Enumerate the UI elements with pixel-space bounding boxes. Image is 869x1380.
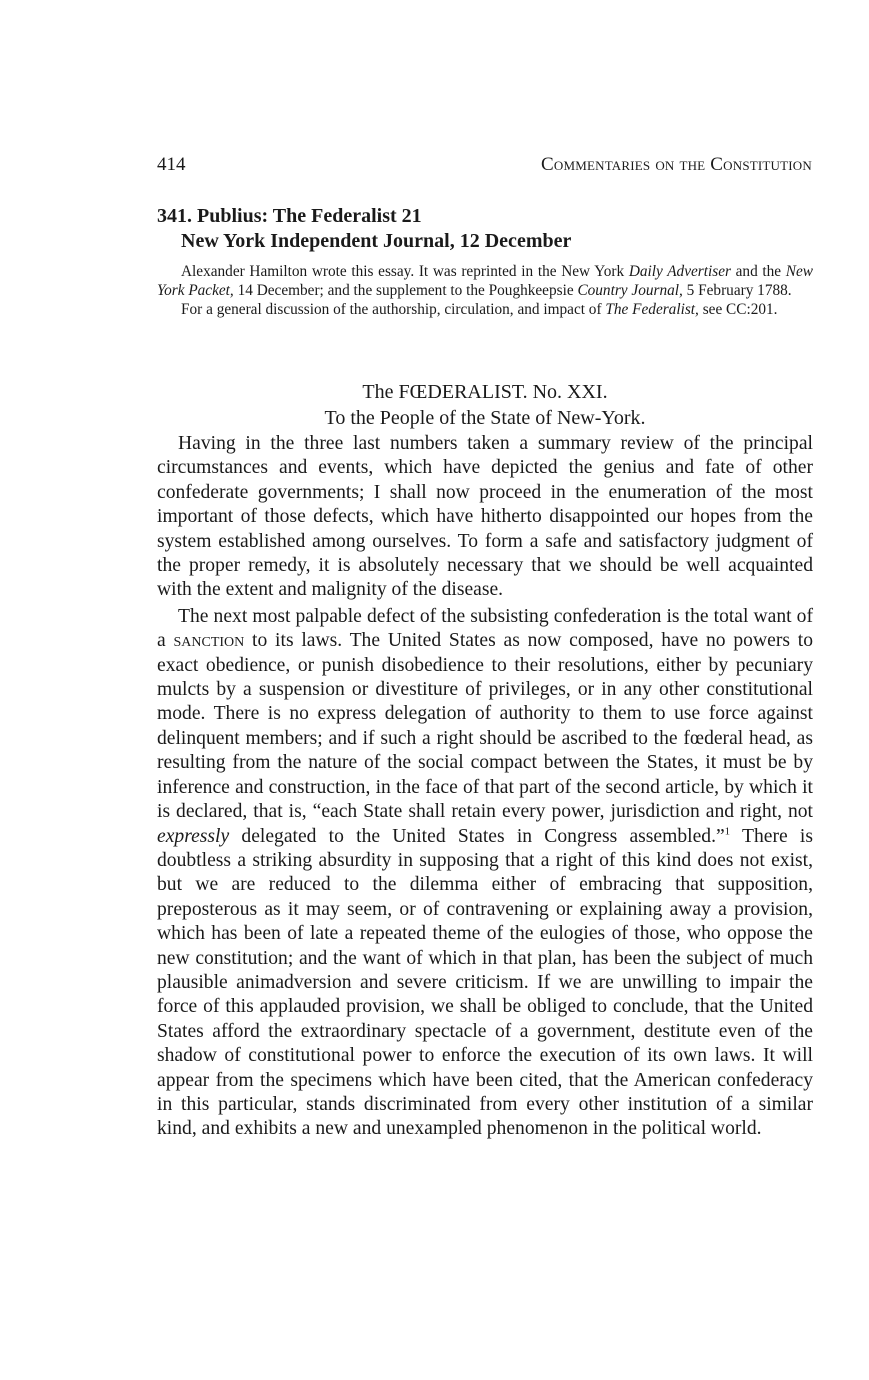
running-title: Commentaries on the Constitution: [541, 154, 812, 175]
footnote-marker[interactable]: 1: [724, 824, 731, 837]
headnote-paragraph: Alexander Hamilton wrote this essay. It was reprinted in the New York Daily Advertiser and the New York Packet, 14 December; and the supplement to the Poughkeepsie Country Journal, 5 February 1788.: [157, 263, 813, 299]
document-number-title: 341. Publius: The Federalist 21: [157, 205, 422, 227]
essay-body: [157, 432, 813, 1144]
body-paragraph: The next most palpable defect of the subsisting confederation is the total want of a sanction to its laws. The United States as now composed, have no powers to exact obedience, or punish disobedience to their resolutions, either by pecuniary mulcts by a suspension or divestiture of privileges, or in any other constitutional mode. There is no express delegation of authority to them to use force against delinquent members; and if such a right should be ascribed to the fœderal head, as resulting from the nature of the social compact between the States, it must be by inference and construction, in the face of that part of the second article, by which it is declared, that is, “each State shall retain every power, jurisdiction and right, not expressly delegated to the United States in Congress assembled.”$^1$ There is doubtless a striking absurdity in supposing that a right of this kind does not exist, but we are reduced to the dilemma either of embracing that supposition, preposterous as it may seem, or of contravening or explaining away a provision, which has been of late a repeated theme of the eulogies of those, who oppose the new constitution; and the want of which in that plan, has been the subject of much plausible animadversion and severe criticism. If we are unwilling to impair the force of this applauded provision, we shall be obliged to conclude, that the United States afford the extraordinary spectacle of a government, destitute even of the shadow of constitutional power to enforce the execution of its own laws. It will appear from the specimens which have been cited, that the American confederacy in this particular, stands discriminated from every other institution of a similar kind, and exhibits a new and unexampled phenomenon in the political world.: [157, 605, 813, 1140]
essay-title: The FŒDERALIST. No. XXI.: [362, 381, 608, 403]
headnote-paragraph: For a general discussion of the authorship, circulation, and impact of The Federalist, see CC:201.: [181, 301, 778, 318]
body-paragraph: Having in the three last numbers taken a summary review of the principal circumstances and events, which have depicted the genius and fate of other confederate governments; I shall now proceed in the enumeration of the most important of those defects, which have hitherto disappointed our hopes from the system established among ourselves. To form a safe and satisfactory judgment of the proper remedy, it is absolutely necessary that we should be well acquainted with the extent and malignity of the disease.: [157, 433, 813, 601]
headnote: [157, 262, 813, 319]
page-number: 414: [157, 154, 186, 175]
running-head: [157, 153, 812, 177]
document-heading: [157, 204, 817, 254]
document-source-date: New York Independent Journal, 12 December: [181, 230, 572, 252]
salutation: To the People of the State of New-York.: [324, 407, 646, 429]
